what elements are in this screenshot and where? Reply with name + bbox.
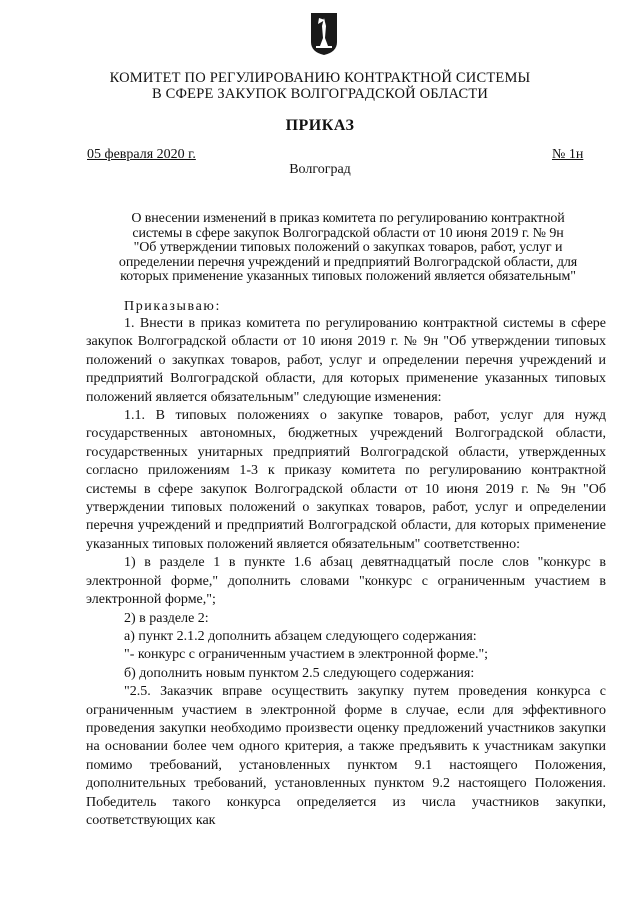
document-date: 05 февраля 2020 г. (87, 147, 196, 162)
org-name-line-1: КОМИТЕТ ПО РЕГУЛИРОВАНИЮ КОНТРАКТНОЙ СИСТЕМЫ (109, 70, 531, 86)
paragraph-item-2a-quote: "- конкурс с ограниченным участием в электронной форме."; (124, 647, 489, 663)
org-name-line-2: В СФЕРЕ ЗАКУПОК ВОЛГОГРАДСКОЙ ОБЛАСТИ (151, 86, 489, 102)
paragraph-2-5: "2.5. Заказчик вправе осуществить закупку путем проведения конкурса с ограниченным участием в электронной форме в случае, если для эффективного проведения закупки необходимо произвести оценку предложений участников закупки на основании более чем одного критерия, а также предъявить к участникам закупки помимо требований, установленных пунктом 9.1 настоящего Положения, дополнительных требований, установленных пунктом 9.2 настоящего Положения. Победитель такого конкурса определяется из числа участников закупки, соответствующих как (86, 684, 606, 828)
coat-of-arms-icon (310, 12, 338, 56)
order-word: Приказываю: (124, 299, 221, 314)
paragraph-item-1: 1) в разделе 1 в пункте 1.6 абзац девятнадцатый после слов "конкурс в электронной форме," дополнить словами "конкурс с ограниченным участием в электронной форме,"; (86, 555, 606, 608)
paragraph-item-2: 2) в разделе 2: (124, 610, 209, 626)
document-number: № 1н (552, 147, 584, 162)
document-city: Волгоград (289, 162, 351, 177)
subject-line: которых применение указанных типовых положений является обязательным" (120, 269, 576, 285)
document-title: ПРИКАЗ (285, 117, 355, 134)
paragraph-1-1: 1.1. В типовых положениях о закупке товаров, работ, услуг для нужд государственных автономных, бюджетных учреждений Волгоградской области, государственных унитарных предприятий Волгоградской области, утвержденных согласно приложениям 1-3 к приказу комитета по регулированию контрактной системы в сфере закупок Волгоградской области от 10 июня 2019 г. № 9н "Об утверждении типовых положений о закупках товаров, работ, услуг и определении перечня учреждений и предприятий Волгоградской области, для которых применение указанных типовых положений является обязательным" соответственно: (86, 408, 606, 552)
subject-line: системы в сфере закупок Волгоградской области от 10 июня 2019 г. № 9н (132, 225, 564, 241)
document-body (86, 315, 606, 830)
subject-line: определении перечня учреждений и предприятий Волгоградской области, для (118, 254, 578, 270)
subject-line: О внесении изменений в приказ комитета по регулированию контрактной (131, 211, 565, 226)
subject-line: "Об утверждении типовых положений о закупках товаров, работ, услуг и (133, 240, 563, 256)
paragraph-item-2a: а) пункт 2.1.2 дополнить абзацем следующего содержания: (124, 628, 477, 644)
paragraph-1: 1. Внести в приказ комитета по регулированию контрактной системы в сфере закупок Волгоградской области от 10 июня 2019 г. № 9н "Об утверждении типовых положений о закупках товаров, работ, услуг и определении перечня учреждений и предприятий Волгоградской области, для которых применение указанных типовых положений является обязательным" следующие изменения: (86, 316, 606, 405)
paragraph-item-2b: б) дополнить новым пунктом 2.5 следующего содержания: (124, 665, 475, 681)
document-subject (88, 212, 608, 285)
